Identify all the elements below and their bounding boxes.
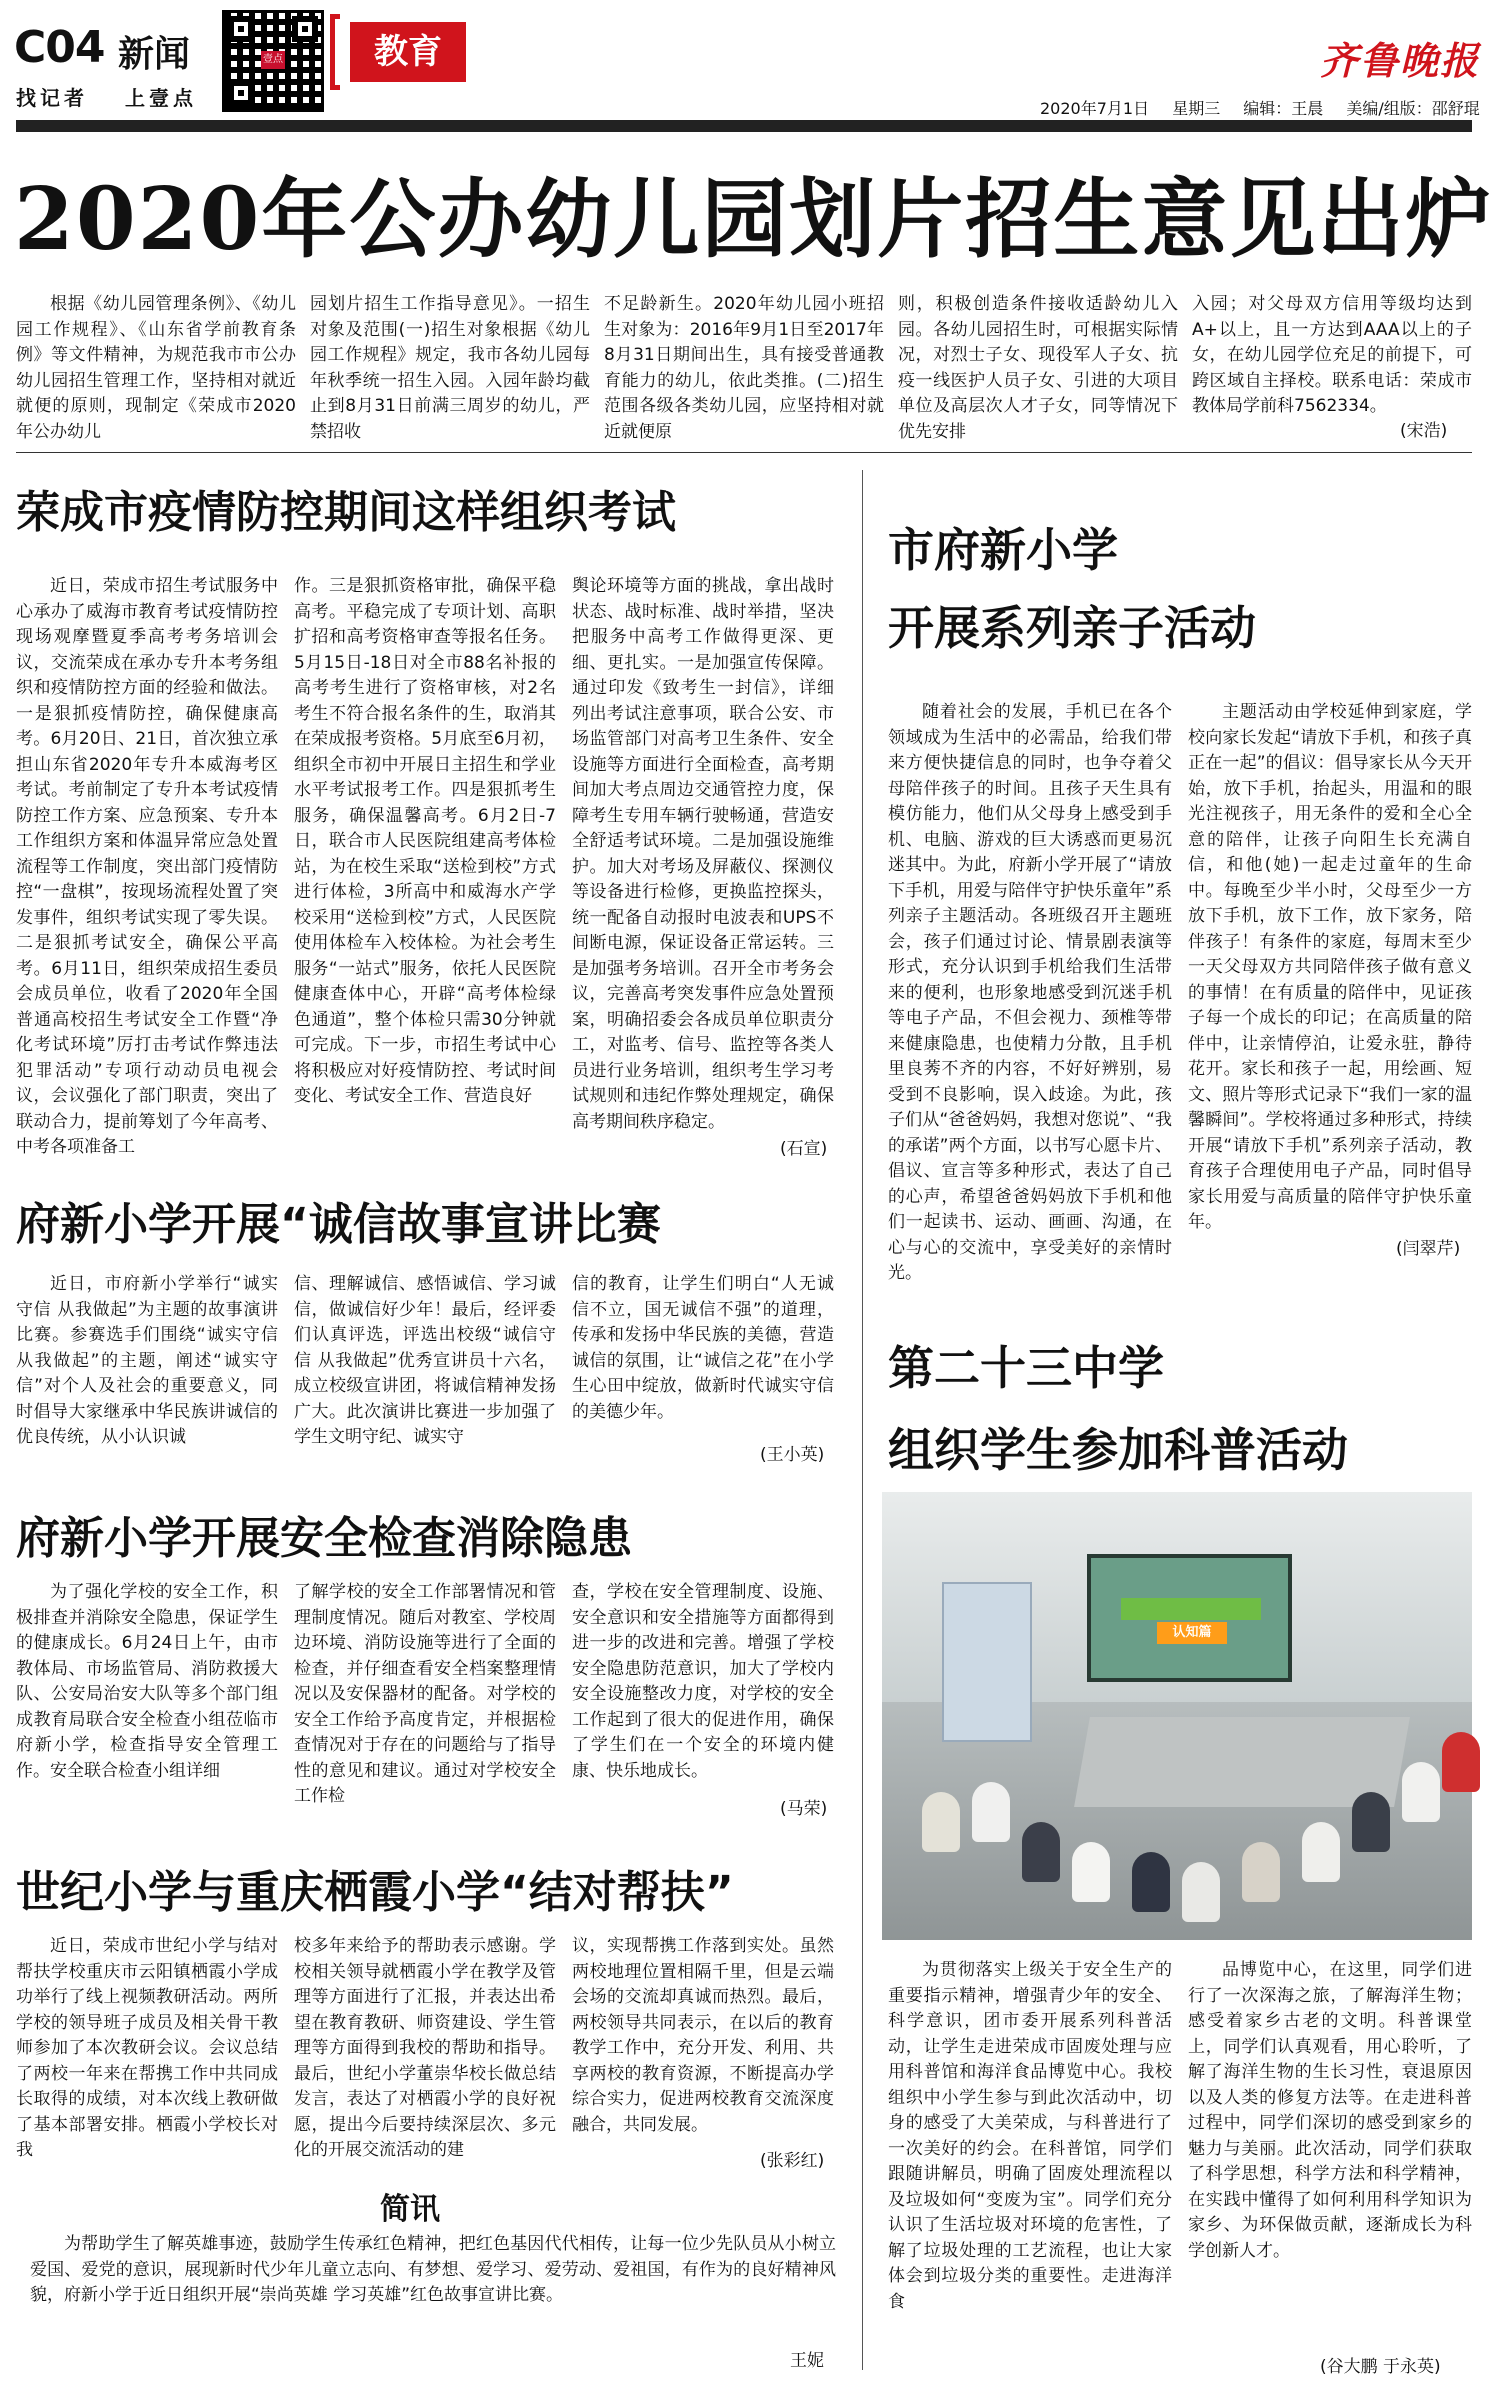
parent-article-body <box>888 700 1472 1283</box>
safety-col: 为了强化学校的安全工作，积极排查并消除安全隐患，保证学生的健康成长。6月24日上午，由市教体局、市场监管局、消防救援大队、公安局治安大队等多个部门组成教育局联合安全检查小组莅临市府新小学，检查指导安全管理工作。安全联合检查小组详细 <box>16 1582 278 1781</box>
main-article-body <box>16 292 1472 445</box>
main-col: 园划片招生工作指导意见》。一招生对象及范围(一)招生对象根据《幼儿园工作规程》规定，我市各幼儿园每年秋季统一招生入园。入园年龄均截止到8月31日前满三周岁的幼儿，严禁招收 <box>310 294 590 442</box>
pairing-headline: 世纪小学与重庆栖霞小学“结对帮扶” <box>16 1867 734 1918</box>
parent-headline-line2: 开展系列亲子活动 <box>888 601 1256 655</box>
designer: 美编/组版：邵舒琨 <box>1346 99 1480 118</box>
exam-col: 舆论环境等方面的挑战，拿出战时状态、战时标准、战时举措，坚决把服务中高考工作做得更深、更细、更扎实。一是加强宣传保障。通过印发《致考生一封信》，详细列出考试注意事项，联合公安、市场监管部门对高考卫生条件、安全设施等方面进行全面检查，高考期间加大考点周边交通管控力度，保障考生专用车辆行驶畅通，营造安全舒适考试环境。二是加强设施维护。加大对考场及屏蔽仪、探测仪等设备进行检修，更换监控探头，统一配备自动报时电波表和UPS不间断电源，保证设备正常运转。三是加强考务培训。召开全市考务会议，完善高考突发事件应急处置预案，明确招委会各成员单位职责分工，对监考、信号、监控等各类人员进行业务培训，组织考生学习考试规则和违纪作弊处理规定，确保高考期间秩序稳定。 <box>572 576 834 1132</box>
integrity-headline: 府新小学开展“诚信故事宣讲比赛 <box>16 1199 661 1250</box>
parent-col: 随着社会的发展，手机已在各个领域成为生活中的必需品，给我们带来方便快捷信息的同时，也争夺着父母陪伴孩子的时间。且孩子天生具有模仿能力，他们从父母身上感受到手机、电脑、游戏的巨大诱惑而更易沉迷其中。为此，府新小学开展了“请放下手机，用爱与陪伴守护快乐童年”系列亲子主题活动。各班级召开主题班会，孩子们通过讨论、情景剧表演等形式，充分认识到手机给我们生活带来的便利，也形象地感受到沉迷手机等电子产品，不但会视力、颈椎等带来健康隐患，也使精力分散，且手机里良莠不齐的内容，不好好辨别，易受到不良影响，误入歧途。为此，孩子们从“爸爸妈妈，我想对您说”、“我的承诺”两个方面，以书写心愿卡片、倡议、宣言等多种形式，表达了自己的心声，希望爸爸妈妈放下手机和他们一起读书、运动、画画、沟通，在心与心的交流中，享受美好的亲情时光。 <box>888 702 1172 1283</box>
exam-col: 近日，荣成市招生考试服务中心承办了威海市教育考试疫情防控现场观摩暨夏季高考考务培训会议，交流荣成在承办专升本考务组织和疫情防控方面的经验和做法。一是狠抓疫情防控，确保健康高考。6月20日、21日，首次独立承担山东省2020年专升本威海考区考试。考前制定了专升本考试疫情防控工作方案、应急预案、专升本工作组织方案和体温异常应急处置流程等工作制度，突出部门疫情防控“一盘棋”，按现场流程处置了突发事件，组织考试实现了零失误。二是狠抓考试安全，确保公平高考。6月11日，组织荣成招生委员会成员单位，收看了2020年全国普通高校招生考试安全工作暨“净化考试环境”厉打击考试作弊违法犯罪活动”专项行动动员电视会议，会议强化了部门职责，突出了联动合力，提前筹划了今年高考、中考各项准备工 <box>16 576 278 1157</box>
parent-headline-line1: 市府新小学 <box>888 523 1118 577</box>
masthead-rule <box>16 120 1472 132</box>
issue-meta <box>1040 96 1498 119</box>
safety-byline: (马荣) <box>780 1799 828 1819</box>
brief-heading: 简讯 <box>380 2192 440 2227</box>
main-headline: 2020年公办幼儿园划片招生意见出炉 <box>14 169 1494 270</box>
channel-bracket <box>330 14 340 90</box>
exam-byline: (石宣) <box>780 1139 828 1159</box>
science-col: 品博览中心，在这里，同学们进行了一次深海之旅，了解海洋生物；感受着家乡古老的文明。科普课堂上，同学们认真观看，用心聆听，了解了海洋生物的生长习性，衰退原因以及人类的修复方法等。在走进科普过程中，同学们深切的感受到家乡的魅力与美丽。此次活动，同学们获取了科学思想，科学方法和科学精神，在实践中懂得了如何利用科学知识为家乡、为环保做贡献，逐渐成长为科学创新人才。 <box>1188 1960 1472 2261</box>
main-col: 则，积极创造条件接收适龄幼儿入园。各幼儿园招生时，可根据实际情况，对烈士子女、现役军人子女、抗疫一线医护人员子女、引进的大项目单位及高层次人才子女，同等情况下优先安排 <box>898 294 1178 442</box>
slogan-part: 上壹点 <box>124 86 197 110</box>
newspaper-logo: 齐鲁晚报 <box>1320 38 1481 83</box>
pairing-col: 议，实现帮携工作落到实处。虽然两校地理位置相隔千里，但是云端会场的交流却真诚而热烈。最后，两校领导共同表示，在以后的教育教学工作中，充分开发、利用、共享两校的教育资源，不断提高办学综合实力，促进两校教育交流深度融合，共同发展。 <box>572 1936 834 2135</box>
safety-headline: 府新小学开展安全检查消除隐患 <box>16 1513 632 1564</box>
safety-col: 查，学校在安全管理制度、设施、安全意识和安全措施等方面都得到进一步的改进和完善。增强了学校安全隐患防范意识，加大了学校内安全设施整改力度，对学校的安全工作起到了很大的促进作用，确保了学生们在一个安全的环境内健康、快乐地成长。 <box>572 1582 834 1781</box>
science-headline-line1: 第二十三中学 <box>888 1341 1164 1395</box>
editor: 编辑：王晨 <box>1243 99 1324 118</box>
main-col: 根据《幼儿园管理条例》、《幼儿园工作规程》、《山东省学前教育条例》等文件精神，为规范我市市公办幼儿园招生管理工作，坚持相对就近就便的原则，现制定《荣成市2020年公办幼儿 <box>16 294 296 442</box>
conference-table <box>1074 1717 1410 1807</box>
science-headline-line2: 组织学生参加科普活动 <box>888 1423 1348 1477</box>
qr-label: 壹点 <box>261 51 285 69</box>
safety-col: 了解学校的安全工作部署情况和管理制度情况。随后对教室、学校周边环境、消防设施等进行了全面的检查，并仔细查看安全档案整理情况以及安保器材的配备。对学校的安全工作给予高度肯定，并根据检查情况对于存在的问题给与了指导性的意见和建议。通过对学校安全工作检 <box>294 1582 556 1806</box>
integrity-article-body <box>16 1272 836 1472</box>
section-name: 新闻 <box>118 34 191 75</box>
rollup-banner <box>942 1582 1032 1742</box>
issue-weekday: 星期三 <box>1172 99 1221 118</box>
integrity-col: 信、理解诚信、感悟诚信、学习诚信，做诚信好少年！最后，经评委们认真评选，评选出校级“诚信守信 从我做起”优秀宣讲员十六名，成立校级宣讲团，将诚信精神发扬广大。此次演讲比赛进一步加强了学生文明守纪、诚实守 <box>294 1274 556 1447</box>
exam-headline: 荣成市疫情防控期间这样组织考试 <box>16 487 676 538</box>
slogan <box>16 82 223 111</box>
pairing-article-body <box>16 1934 836 2164</box>
science-article-body <box>888 1958 1472 2378</box>
slogan-part: 找记者 <box>16 86 88 110</box>
masthead <box>0 0 1488 140</box>
science-byline: (谷大鹏 于永英) <box>1320 2357 1441 2377</box>
pairing-col: 校多年来给予的帮助表示感谢。学校相关领导就栖霞小学在教学及管理等方面进行了汇报，并表达出希望在教育教研、师资建设、学生管理等方面得到我校的帮助和指导。最后，世纪小学董崇华校长做总结发言，表达了对栖霞小学的良好祝愿，提出今后要持续深层次、多元化的开展交流活动的建 <box>294 1936 556 2160</box>
issue-date: 2020年7月1日 <box>1040 99 1150 118</box>
page-number: C04 <box>14 22 105 73</box>
qr-code-icon[interactable] <box>222 10 324 112</box>
parent-byline: (闫翠芹) <box>1396 1239 1461 1259</box>
integrity-col: 信的教育，让学生们明白“人无诚信不立，国无诚信不强”的道理，传承和发扬中华民族的美德，营造诚信的氛围，让“诚信之花”在小学生心田中绽放，做新时代诚实守信的美德少年。 <box>572 1274 834 1422</box>
safety-article-body <box>16 1580 836 1816</box>
channel-tag: 教育 <box>350 22 466 82</box>
exam-article-body <box>16 574 836 1157</box>
divider <box>16 452 1472 453</box>
pairing-byline: (张彩红) <box>760 2151 825 2171</box>
exam-col: 作。三是狠抓资格审批，确保平稳高考。平稳完成了专项计划、高职扩招和高考资格审查等报名任务。5月15日-18日对全市88名补报的高考考生进行了资格审核，对2名考生不符合报名条件的生，取消其在荣成报考资格。5月底至6月初，组织全市初中开展日主招生和学业水平考试报考工作。四是狠抓考生服务，确保温馨高考。6月2日-7日，联合市人民医院组建高考体检站，为在校生采取“送检到校”方式进行体检，3所高中和威海水产学校采用“送检到校”方式，人民医院使用体检车入校体检。为社会考生服务“一站式”服务，依托人民医院健康查体中心，开辟“高考体检绿色通道”，整个体检只需30分钟就可完成。下一步，市招生考试中心将积极应对好疫情防控、考试时间变化、考试安全工作、营造良好 <box>294 576 556 1106</box>
parent-col: 主题活动由学校延伸到家庭，学校向家长发起“请放下手机，和孩子真正在一起”的倡议：倡导家长从今天开始，放下手机，抬起头，用温和的眼光注视孩子，用无条件的爱和全心全意的陪伴，让孩子向阳生长充满自信，和他(她)一起走过童年的生命中。每晚至少半小时，父母至少一方放下手机，放下工作，放下家务，陪伴孩子！有条件的家庭，每周末至少一天父母双方共同陪伴孩子做有意义的事情！在有质量的陪伴中，见证孩子每一个成长的印记；在高质量的陪伴中，让亲情停泊，让爱永驻，静待花开。家长和孩子一起，用绘画、短文、照片等形式记录下“我们一家的温馨瞬间”。学校将通过多种形式，持续开展“请放下手机”系列亲子活动，教育孩子合理使用电子产品，同时倡导家长用爱与高质量的陪伴守护快乐童年。 <box>1188 702 1472 1232</box>
science-col: 为贯彻落实上级关于安全生产的重要指示精神，增强青少年的安全、科学意识，团市委开展系列科普活动，让学生走进荣成市固废处理与应用科普馆和海洋食品博览中心。我校组织中小学生参与到此次活动中，切身的感受了大美荣成，与科普进行了一次美好的约会。在科普馆，同学们跟随讲解员，明确了固废处理流程以及垃圾如何“变废为宝”。同学们充分认识了生活垃圾对环境的危害性，了解了垃圾处理的工艺流程，也让大家体会到垃圾分类的重要性。走进海洋食 <box>888 1960 1172 2312</box>
integrity-col: 近日，市府新小学举行“诚实守信 从我做起”为主题的故事演讲比赛。参赛选手们围绕“诚实守信 从我做起”的主题，阐述“诚实守信”对个人及社会的重要意义，同时倡导大家继承中华民族讲诚信的优良传统，从小认识诚 <box>16 1274 278 1447</box>
column-divider <box>862 470 863 2370</box>
brief-body: 为帮助学生了解英雄事迹，鼓励学生传承红色精神，把红色基因代代相传，让每一位少先队员从小树立爱国、爱党的意识，展现新时代少年儿童立志向、有梦想、爱学习、爱劳动、爱祖国，有作为的良好精神风貌，府新小学于近日组织开展“崇尚英雄 学习英雄”红色故事宣讲比赛。 <box>30 2234 836 2305</box>
main-col: 入园；对父母双方信用等级均达到A+以上，且一方达到AAA以上的子女，在幼儿园学位充足的前提下，可跨区域自主择校。联系电话：荣成市教体局学前科7562334。 <box>1192 294 1472 416</box>
pairing-col: 近日，荣成市世纪小学与结对帮扶学校重庆市云阳镇栖霞小学成功举行了线上视频教研活动。两所学校的领导班子成员及相关骨干教师参加了本次教研会议。会议总结了两校一年来在帮携工作中共同成长取得的成绩，对本次线上教研做了基本部署安排。栖霞小学校长对我 <box>16 1936 278 2160</box>
integrity-byline: (王小英) <box>760 1445 825 1465</box>
projection-screen <box>1087 1554 1292 1682</box>
main-byline: (宋浩) <box>1400 421 1448 441</box>
science-activity-photo <box>882 1492 1472 1940</box>
brief-byline: 王妮 <box>790 2351 824 2371</box>
screen-text: 认知篇 <box>1157 1622 1227 1644</box>
main-col: 不足龄新生。2020年幼儿园小班招生对象为：2016年9月1日至2017年8月31日期间出生，具有接受普通教育能力的幼儿，依此类推。(二)招生范围各级各类幼儿园，应坚持相对就近就便原 <box>604 294 884 442</box>
